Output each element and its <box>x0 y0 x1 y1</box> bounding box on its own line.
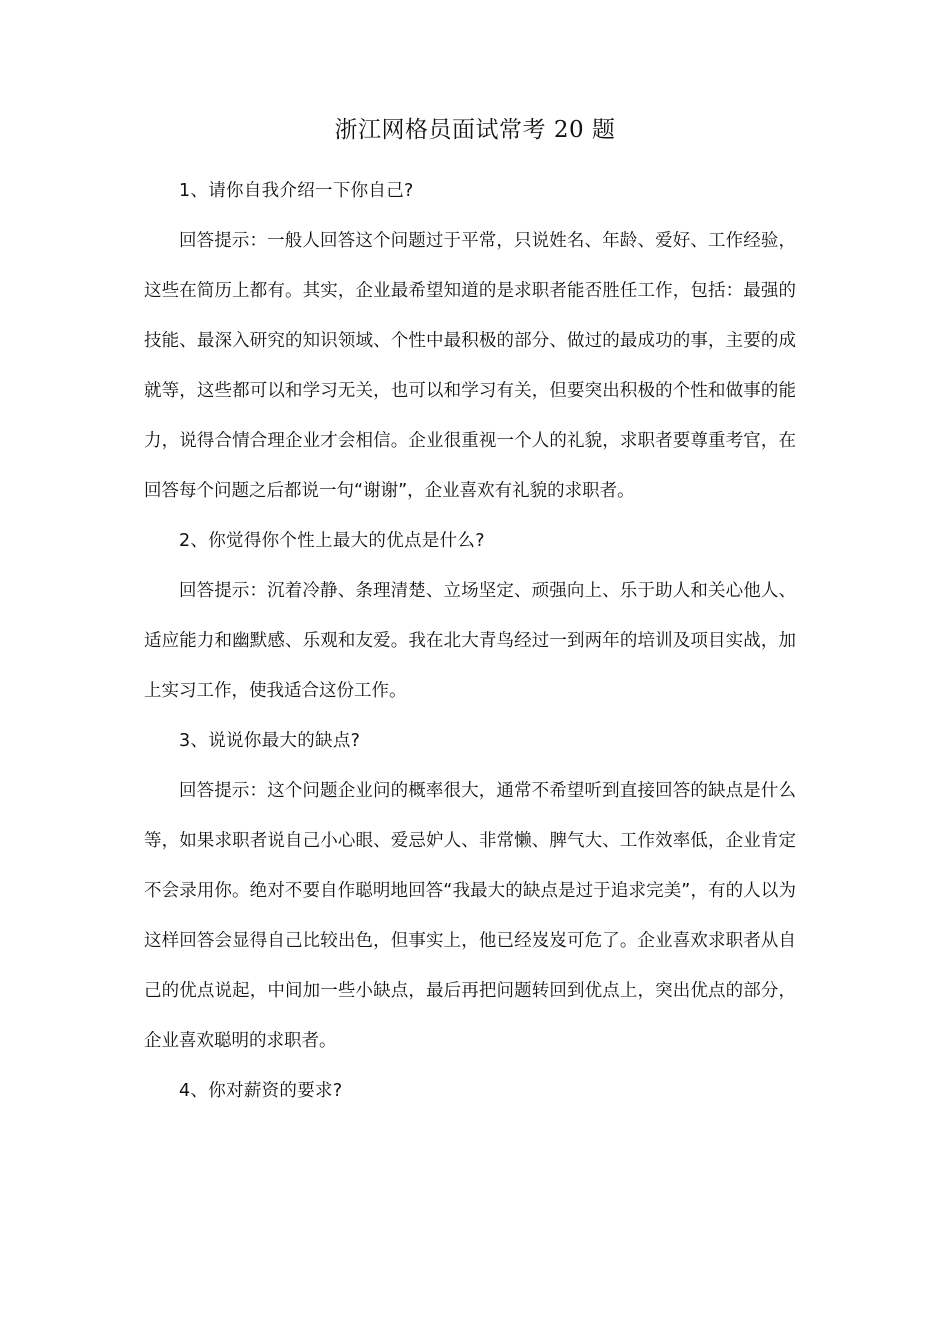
answer-2: 回答提示：沉着冷静、条理清楚、立场坚定、顽强向上、乐于助人和关心他人、适应能力和幽默感、乐观和友爱。我在北大青鸟经过一到两年的培训及项目实战，加上实习工作，使我适合这份工作。 <box>144 581 796 701</box>
question-1: 1、请你自我介绍一下你自己? <box>179 181 414 201</box>
document-body <box>144 166 796 1116</box>
question-2: 2、你觉得你个性上最大的优点是什么? <box>179 531 485 551</box>
question-3: 3、说说你最大的缺点? <box>179 731 361 751</box>
answer-3: 回答提示：这个问题企业问的概率很大，通常不希望听到直接回答的缺点是什么等，如果求职者说自己小心眼、爱忌妒人、非常懒、脾气大、工作效率低，企业肯定不会录用你。绝对不要自作聪明地回答“我最大的缺点是过于追求完美”，有的人以为这样回答会显得自己比较出色，但事实上，他已经岌岌可危了。企业喜欢求职者从自己的优点说起，中间加一些小缺点，最后再把问题转回到优点上，突出优点的部分，企业喜欢聪明的求职者。 <box>144 781 796 1051</box>
answer-1: 回答提示：一般人回答这个问题过于平常，只说姓名、年龄、爱好、工作经验，这些在简历上都有。其实，企业最希望知道的是求职者能否胜任工作，包括：最强的技能、最深入研究的知识领域、个性中最积极的部分、做过的最成功的事，主要的成就等，这些都可以和学习无关，也可以和学习有关，但要突出积极的个性和做事的能力，说得合情合理企业才会相信。企业很重视一个人的礼貌，求职者要尊重考官，在回答每个问题之后都说一句“谢谢”，企业喜欢有礼貌的求职者。 <box>144 231 796 501</box>
question-4: 4、你对薪资的要求? <box>179 1081 343 1101</box>
document-title: 浙江网格员面试常考 20 题 <box>334 117 616 143</box>
